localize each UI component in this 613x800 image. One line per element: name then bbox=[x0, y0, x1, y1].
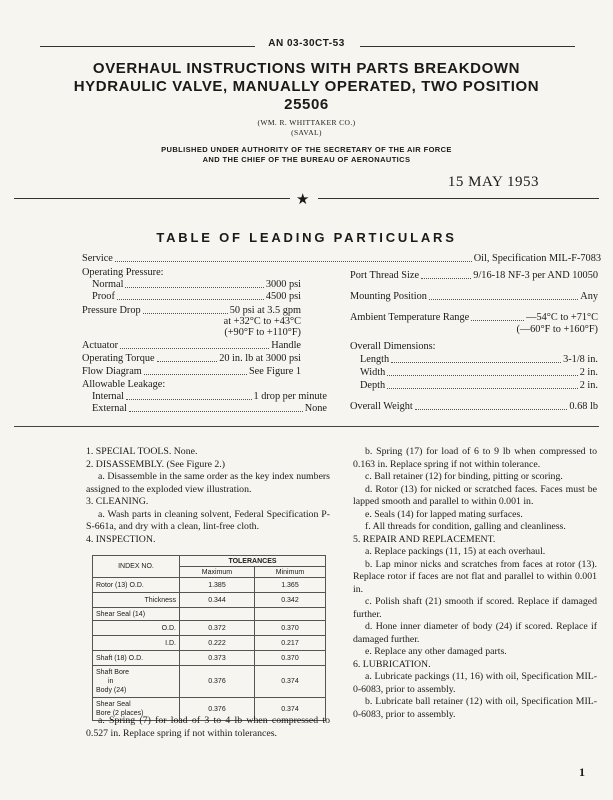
star-icon: ★ bbox=[296, 192, 310, 208]
pressure-drop-temp-c: at +32°C to +43°C bbox=[223, 316, 301, 327]
allowable-leakage-label: Allowable Leakage: bbox=[82, 379, 166, 390]
flow-diagram-row: Flow Diagram See Figure 1 bbox=[82, 366, 301, 377]
table-row: Thickness 0.344 0.342 bbox=[93, 593, 326, 608]
actuator-row: Actuator Handle bbox=[82, 340, 301, 351]
repair-step-b: b. Lap minor nicks and scratches from faces at rotor (13). Replace rotor if faces are not flat and parallel to within 0.001 in. bbox=[353, 558, 597, 595]
left-column bbox=[86, 446, 330, 546]
manufacturer-alt: (SAVAL) bbox=[291, 128, 322, 137]
section-divider bbox=[14, 426, 599, 427]
internal-leakage-row: Internal 1 drop per minute bbox=[92, 391, 327, 402]
table-row: O.D. 0.372 0.370 bbox=[93, 621, 326, 636]
special-tools-heading: 1. SPECIAL TOOLS. None. bbox=[86, 446, 198, 457]
header-rule-right bbox=[360, 46, 575, 47]
header-maximum: Maximum bbox=[180, 567, 255, 578]
table-row: Shear Seal (14) bbox=[93, 608, 326, 621]
length-row: Length 3-1/8 in. bbox=[360, 354, 598, 365]
service-row bbox=[82, 253, 601, 265]
operating-torque-row: Operating Torque 20 in. lb at 3000 psi bbox=[82, 353, 301, 364]
header-index-no: INDEX NO. bbox=[93, 556, 180, 578]
service-value: Oil, Specification MIL-F-7083 bbox=[473, 253, 601, 264]
title-line-2: HYDRAULIC VALVE, MANUALLY OPERATED, TWO POSITION bbox=[73, 78, 540, 95]
inspection-step-a: a. Spring (7) for load of 3 to 4 lb when compressed to 0.527 in. Replace spring if not within tolerances. bbox=[86, 715, 330, 739]
table-row: I.D. 0.222 0.217 bbox=[93, 636, 326, 651]
disassembly-heading: 2. DISASSEMBLY. (See Figure 2.) bbox=[86, 458, 225, 470]
part-number: 25506 bbox=[284, 96, 329, 113]
authority-line-2: AND THE CHIEF OF THE BUREAU OF AERONAUTICS bbox=[202, 155, 411, 164]
repair-step-a: a. Replace packings (11, 15) at each overhaul. bbox=[365, 546, 546, 557]
normal-pressure-row: Normal 3000 psi bbox=[92, 279, 301, 290]
disassembly-step-a: a. Disassemble in the same order as the key index numbers assigned to the exploded view illustration. bbox=[86, 471, 330, 495]
external-leakage-row: External None bbox=[92, 403, 327, 414]
lubrication-step-a: a. Lubricate packings (11, 16) with oil, Specification MIL-0-6083, prior to assembly. bbox=[353, 671, 597, 695]
ambient-temp-f: (—60°F to +160°F) bbox=[516, 324, 598, 335]
inspection-step-f: f. All threads for condition, galling and cleanliness. bbox=[365, 521, 566, 532]
overall-dimensions-label: Overall Dimensions: bbox=[350, 341, 436, 352]
inspection-step-a-block bbox=[86, 715, 330, 740]
pressure-drop-temp-f: (+90°F to +110°F) bbox=[224, 327, 301, 338]
proof-pressure-row: Proof 4500 psi bbox=[92, 291, 301, 302]
page-number: 1 bbox=[579, 765, 585, 779]
repair-heading: 5. REPAIR AND REPLACEMENT. bbox=[353, 533, 496, 545]
inspection-step-c: c. Ball retainer (12) for binding, pitting or scoring. bbox=[365, 471, 563, 482]
repair-step-d: d. Hone inner diameter of body (24) if scored. Replace if damaged further. bbox=[353, 621, 597, 645]
lubrication-step-b: b. Lubricate ball retainer (12) with oil, Specification MIL-0-6083, prior to assembly. bbox=[353, 696, 597, 720]
pressure-drop-row: Pressure Drop 50 psi at 3.5 gpm bbox=[82, 305, 301, 316]
manufacturer: (WM. R. WHITTAKER CO.) bbox=[257, 118, 356, 127]
repair-step-c: c. Polish shaft (21) smooth if scored. Replace if damaged further. bbox=[353, 596, 597, 620]
cleaning-step-a: a. Wash parts in cleaning solvent, Federal Specification P-S-661a, and dry with a clean, lint-free cloth. bbox=[86, 508, 330, 532]
header-rule-left bbox=[40, 46, 255, 47]
title-line-1: OVERHAUL INSTRUCTIONS WITH PARTS BREAKDOWN bbox=[92, 60, 521, 77]
right-column bbox=[353, 446, 597, 721]
service-label: Service bbox=[82, 253, 113, 264]
width-row: Width 2 in. bbox=[360, 367, 598, 378]
publication-date: 15 MAY 1953 bbox=[447, 174, 539, 190]
table-row: Rotor (13) O.D. 1.385 1.365 bbox=[93, 578, 326, 593]
lubrication-heading: 6. LUBRICATION. bbox=[353, 658, 431, 670]
particulars-heading: TABLE OF LEADING PARTICULARS bbox=[156, 230, 457, 245]
authority-line-1: PUBLISHED UNDER AUTHORITY OF THE SECRETARY OF THE AIR FORCE bbox=[161, 145, 452, 154]
tolerance-table bbox=[92, 555, 326, 721]
inspection-step-e: e. Seals (14) for lapped mating surfaces. bbox=[365, 508, 523, 520]
ambient-temp-row: Ambient Temperature Range —54°C to +71°C bbox=[350, 312, 598, 323]
overall-weight-row: Overall Weight 0.68 lb bbox=[350, 401, 598, 412]
mounting-position-row: Mounting Position Any bbox=[350, 291, 598, 302]
separator-right bbox=[318, 198, 599, 199]
table-row: Shaft (18) O.D. 0.373 0.370 bbox=[93, 651, 326, 666]
header-tolerances: TOLERANCES bbox=[180, 556, 326, 567]
cleaning-heading: 3. CLEANING. bbox=[86, 496, 149, 507]
inspection-step-d: d. Rotor (13) for nicked or scratched faces. Faces must be lapped smooth and parallel to within 0.001 in. bbox=[353, 483, 597, 507]
repair-step-e: e. Replace any other damaged parts. bbox=[365, 646, 507, 657]
operating-pressure-label: Operating Pressure: bbox=[82, 267, 164, 278]
document-number: AN 03-30CT-53 bbox=[268, 38, 345, 49]
table-row: Shaft Bore in Body (24) 0.376 0.374 bbox=[93, 666, 326, 698]
depth-row: Depth 2 in. bbox=[360, 380, 598, 391]
port-thread-row: Port Thread Size 9/16-18 NF-3 per AND 10050 bbox=[350, 270, 598, 281]
inspection-heading: 4. INSPECTION. bbox=[86, 533, 156, 545]
header-minimum: Minimum bbox=[254, 567, 325, 578]
separator-left bbox=[14, 198, 290, 199]
table-row: Shear Seal Bore (2 places) 0.376 0.374 bbox=[93, 698, 326, 721]
inspection-step-b: b. Spring (17) for load of 6 to 9 lb when compressed to 0.163 in. Replace spring if not within tolerance. bbox=[353, 446, 597, 470]
